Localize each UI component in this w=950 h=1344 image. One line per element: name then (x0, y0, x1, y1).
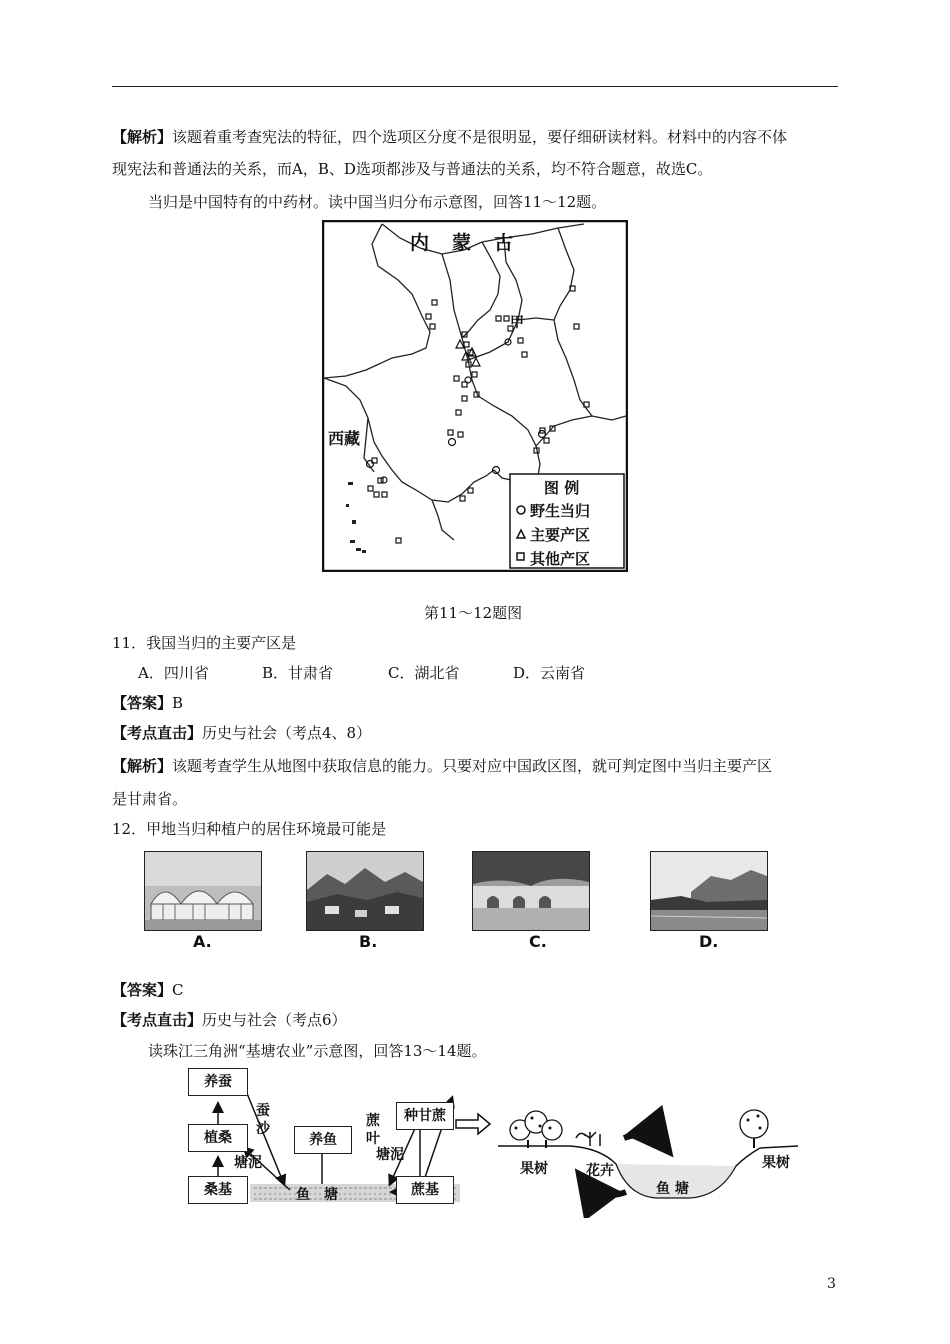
danggui-map (322, 220, 628, 572)
q11-option-a: A．四川省 (138, 664, 209, 682)
box-sugarcane: 种甘蔗 (396, 1102, 454, 1130)
legend-item-other: 其他产区 (530, 550, 591, 568)
q11-option-b: B．甘肃省 (262, 664, 334, 682)
map-label-jia: 甲 (510, 315, 524, 331)
q12-stem: 12．甲地当归种植户的居住环境最可能是 (112, 820, 387, 838)
label-fruit-tree-right: 果树 (762, 1155, 790, 1171)
q11-options (138, 662, 838, 684)
q11-stem: 11．我国当归的主要产区是 (112, 634, 297, 652)
label-fishpond: 鱼 塘 (296, 1187, 338, 1203)
label-zheye: 蔗叶 (366, 1113, 380, 1147)
photo-a-yurts (144, 851, 262, 931)
legend-title: 图 例 (544, 479, 580, 497)
q11-answer: 【答案】B (112, 694, 184, 712)
label-flowers: 花卉 (586, 1163, 614, 1179)
q11-analysis-2: 是甘肃省。 (112, 790, 188, 808)
photo-c-cave-dwelling (472, 851, 590, 931)
photo-d-water-town (650, 851, 768, 931)
header-rule (112, 86, 838, 87)
photo-label-a: A. (193, 932, 212, 951)
label-cansha: 蚕沙 (256, 1103, 270, 1137)
dike-pond-diagram (180, 1068, 800, 1218)
intro-11-12: 当归是中国特有的中药材。读中国当归分布示意图，回答11～12题。 (148, 193, 607, 211)
map-label-tibet: 西藏 (328, 429, 361, 448)
q11-option-c: C．湖北省 (388, 664, 460, 682)
label-tangni-left: 塘泥 (234, 1155, 262, 1171)
box-mulberry-base: 桑基 (188, 1176, 248, 1204)
box-cane-base: 蔗基 (396, 1176, 454, 1204)
map-caption: 第11～12题图 (424, 604, 523, 622)
photo-label-c: C. (529, 932, 547, 951)
photo-b-mountain-village (306, 851, 424, 931)
q11-option-d: D．云南省 (513, 664, 586, 682)
photo-label-b: B. (359, 932, 378, 951)
legend-item-wild: 野生当归 (530, 502, 591, 520)
analysis-line-2: 现宪法和普通法的关系，而A，B、D选项都涉及与普通法的关系，均不符合题意，故选C。 (112, 160, 713, 178)
label-fruit-tree-left: 果树 (520, 1161, 548, 1177)
q12-answer: 【答案】C (112, 981, 184, 999)
box-fish: 养鱼 (294, 1126, 352, 1154)
box-silkworm: 养蚕 (188, 1068, 248, 1096)
q12-knowledge-point: 【考点直击】历史与社会（考点6） (112, 1011, 347, 1029)
analysis-line-1: 【解析】该题着重考查宪法的特征，四个选项区分度不是很明显，要仔细研读材料。材料中的内容不体 (112, 128, 788, 146)
q11-analysis-1: 【解析】该题考查学生从地图中获取信息的能力。只要对应中国政区图，就可判定图中当归主要产区 (112, 757, 773, 775)
map-label-inner-mongolia: 内 蒙 古 (410, 232, 516, 254)
photo-label-d: D. (699, 932, 719, 951)
box-mulberry: 植桑 (188, 1124, 248, 1152)
page-number: 3 (827, 1276, 836, 1292)
q11-knowledge-point: 【考点直击】历史与社会（考点4、8） (112, 724, 372, 742)
label-fishpond-right: 鱼 塘 (656, 1181, 689, 1197)
legend-item-main: 主要产区 (530, 526, 591, 544)
intro-13-14: 读珠江三角洲“基塘农业”示意图，回答13～14题。 (148, 1042, 487, 1060)
label-tangni-right: 塘泥 (376, 1147, 404, 1163)
